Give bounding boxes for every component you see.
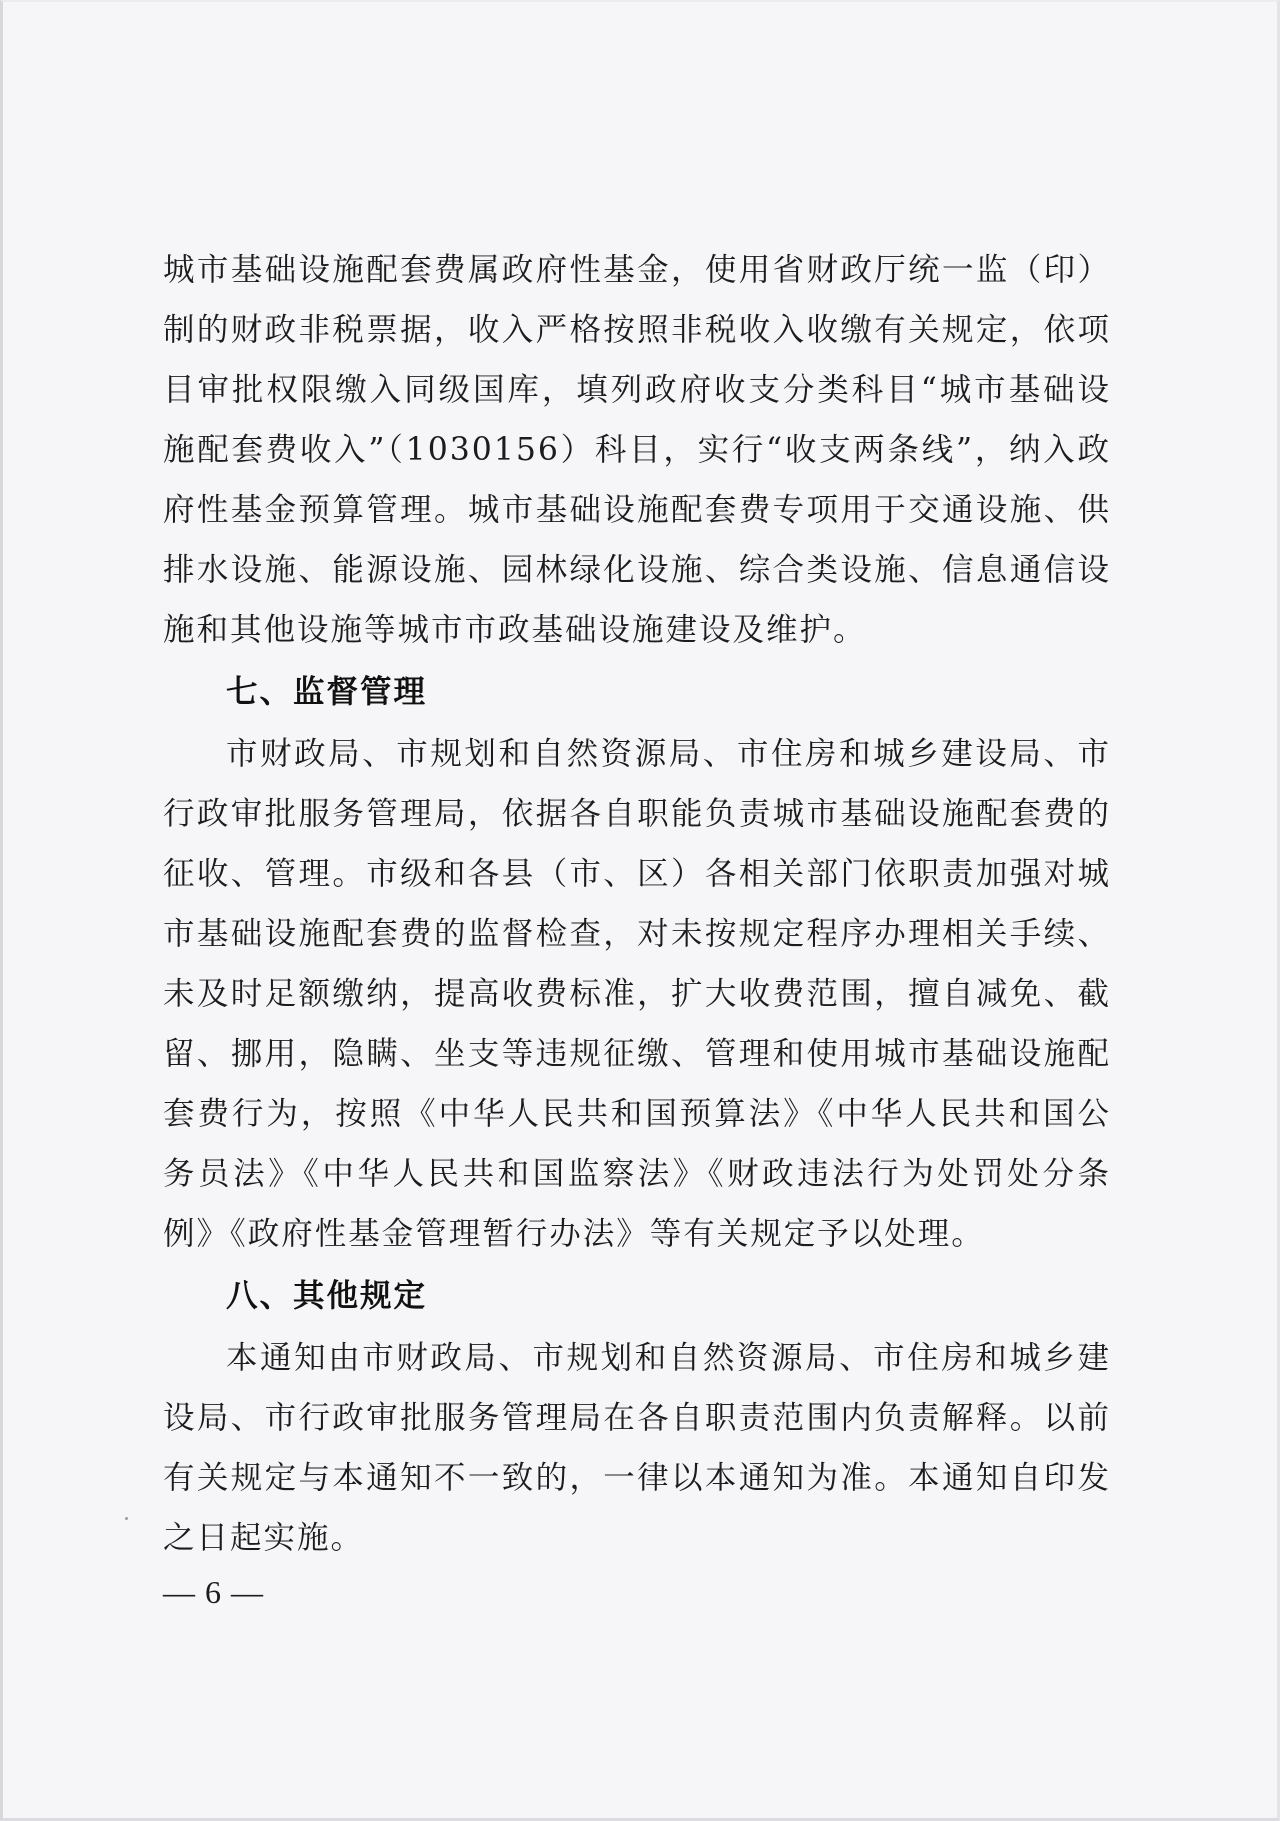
- paragraph-other-provisions: 本通知由市财政局、市规划和自然资源局、市住房和城乡建设局、市行政审批服务管理局在各自职责范围内负责解释。以前有关规定与本通知不一致的，一律以本通知为准。本通知自印发之日起实施。: [163, 1340, 1111, 1556]
- paragraph-fund-usage: 城市基础设施配套费属政府性基金，使用省财政厅统一监（印）制的财政非税票据，收入严格按照非税收入收缴有关规定，依项目审批权限缴入同级国库，填列政府收支分类科目“城市基础设施配套费收入”（1030156）科目，实行“收支两条线”，纳入政府性基金预算管理。城市基础设施配套费专项用于交通设施、供排水设施、能源设施、园林绿化设施、综合类设施、信息通信设施和其他设施等城市市政基础设施建设及维护。: [163, 252, 1111, 648]
- paragraph-supervision: 市财政局、市规划和自然资源局、市住房和城乡建设局、市行政审批服务管理局，依据各自职能负责城市基础设施配套费的征收、管理。市级和各县（市、区）各相关部门依职责加强对城市基础设施配套费的监督检查，对未按规定程序办理相关手续、未及时足额缴纳，提高收费标准，扩大收费范围，擅自减免、截留、挪用，隐瞒、坐支等违规征缴、管理和使用城市基础设施配套费行为，按照《中华人民共和国预算法》《中华人民共和国公务员法》《中华人民共和国监察法》《财政违法行为处罚处分条例》《政府性基金管理暂行办法》等有关规定予以处理。: [163, 736, 1111, 1252]
- scan-speck: [125, 1517, 128, 1520]
- section-heading-supervision: 七、监督管理: [226, 674, 428, 710]
- document-body: [163, 240, 1111, 1568]
- section-heading-other-provisions: 八、其他规定: [226, 1278, 428, 1314]
- page-number: — 6 —: [163, 1574, 264, 1610]
